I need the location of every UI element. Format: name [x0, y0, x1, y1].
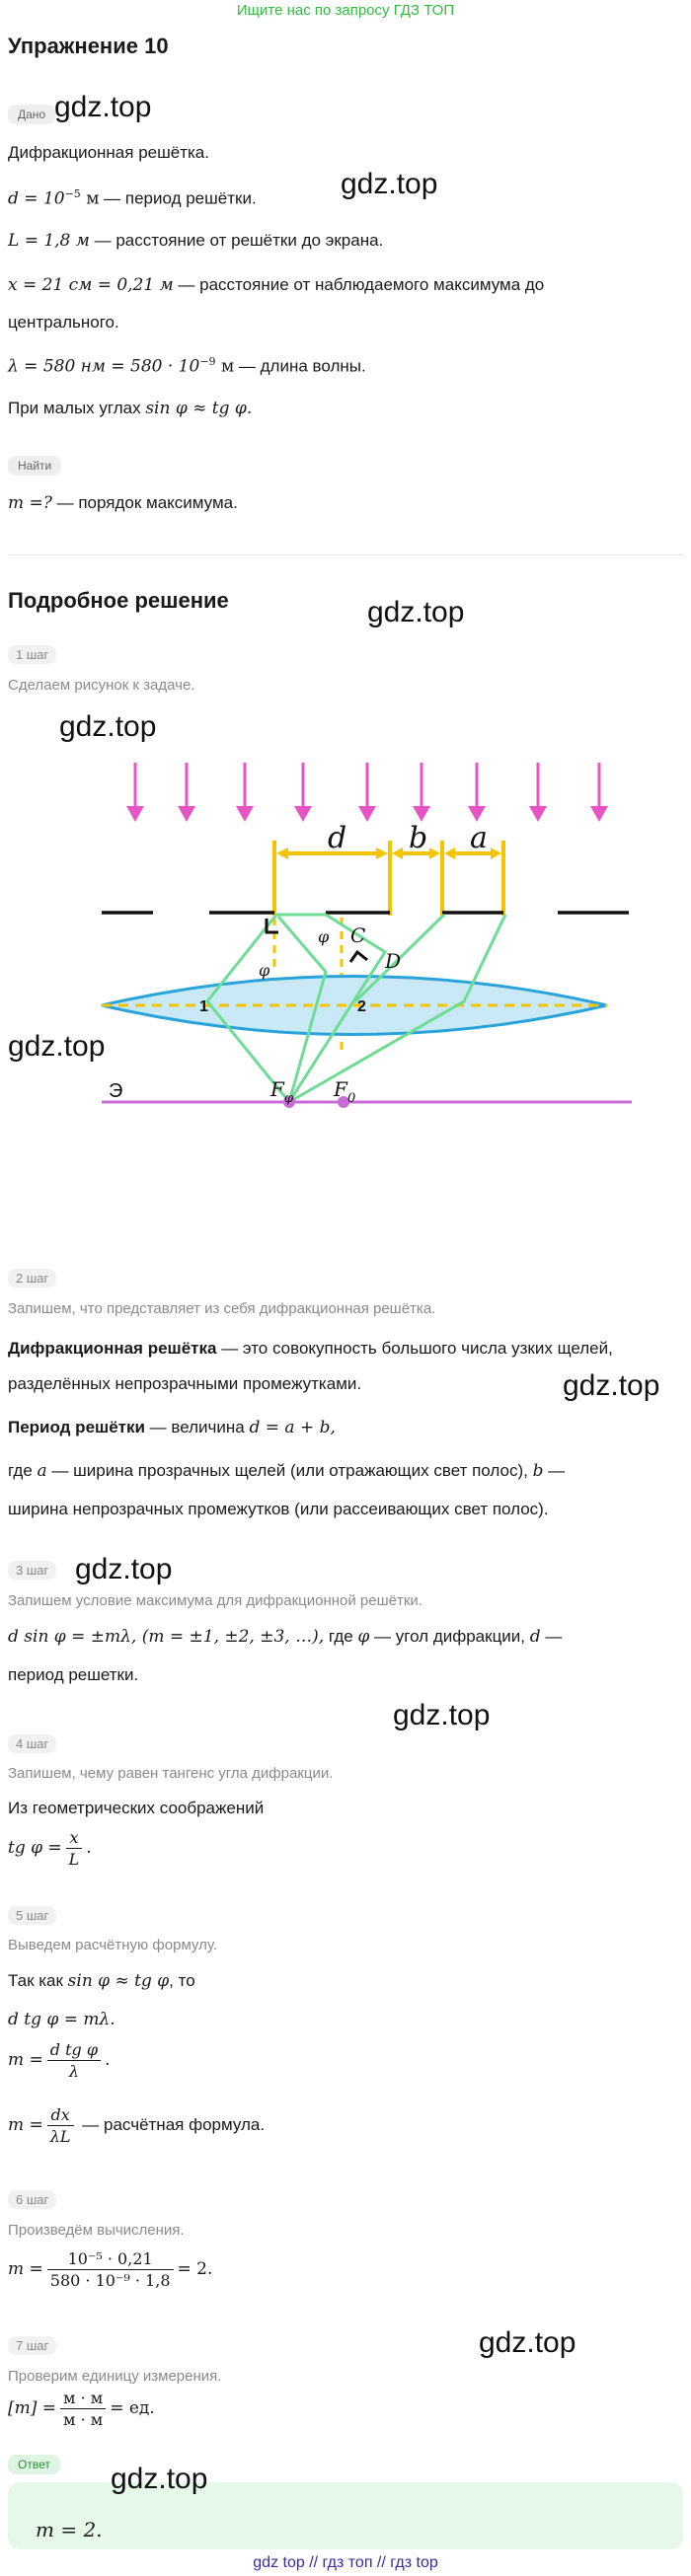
footer-links[interactable]: gdz top // гдз топ // гдз top	[253, 2554, 438, 2571]
arrow-head	[491, 847, 501, 859]
arrow-head	[376, 847, 388, 859]
find-m-text: — порядок максимума.	[51, 493, 238, 512]
step5-text: Выведем расчётную формулу.	[8, 1937, 218, 1953]
watermark: gdz.top	[393, 1699, 491, 1731]
given-intro: Дифракционная решётка.	[8, 143, 209, 162]
step2-def-line	[8, 1339, 613, 1359]
given-x-line2: центрального.	[8, 313, 119, 331]
step2-period-bold: Период решётки	[8, 1418, 145, 1436]
step1-text: Сделаем рисунок к задаче.	[8, 677, 195, 694]
watermark: gdz.top	[563, 1369, 660, 1402]
step5-eq1	[8, 2010, 115, 2029]
arrow-head	[276, 847, 288, 859]
label-E: Э	[109, 1080, 123, 1102]
step3-formula-line	[8, 1627, 562, 1647]
step1-tag: 1 шаг	[8, 645, 56, 664]
watermark: gdz.top	[8, 1030, 106, 1063]
step5-eq1-text: d tg φ = mλ.	[8, 2010, 115, 2029]
find-m-math: m =?	[8, 493, 52, 513]
step7-den: м · м	[63, 2410, 104, 2429]
label-F0-sub: 0	[347, 1091, 356, 1106]
step6-rhs: = 2.	[177, 2258, 213, 2279]
given-d-unit: м	[80, 188, 100, 209]
step3-where-m2: d	[529, 1627, 541, 1647]
step7-formula	[8, 2389, 155, 2429]
arrow-head	[236, 806, 254, 822]
label-F0-main: F	[334, 1077, 347, 1101]
answer-value: m = 2.	[36, 2518, 103, 2541]
given-lambda-math: λ = 580 нм = 580 · 10	[8, 356, 200, 377]
label-phi2: φ	[259, 961, 270, 980]
answer-tag: Ответ	[8, 2455, 60, 2474]
given-d-text: — период решётки.	[99, 188, 257, 208]
step2-period-text: — величина	[144, 1418, 250, 1436]
step4-end: .	[86, 1837, 92, 1858]
label-Fphi	[269, 1077, 285, 1101]
right-angle	[350, 952, 367, 962]
step2-period-line	[8, 1418, 336, 1437]
step4-tag: 4 шаг	[8, 1734, 56, 1753]
step7-num: м · м	[60, 2389, 106, 2409]
given-d-math: d = 10	[8, 188, 65, 209]
given-L-math: L = 1,8 м	[8, 231, 90, 251]
step5-since-b: , то	[169, 1971, 195, 1990]
step3-where-c: —	[540, 1627, 563, 1646]
step5-eq2-end: .	[105, 2049, 111, 2070]
step5-since-line	[8, 1971, 195, 1991]
label-Fphi-main: F	[270, 1077, 284, 1101]
step2-where-line	[8, 1461, 565, 1481]
step3-where-b: — угол дифракции,	[369, 1627, 530, 1646]
label-d: d	[328, 821, 347, 855]
arrow-head	[468, 806, 486, 822]
step7-text: Проверим единицу измерения.	[8, 2368, 222, 2385]
watermark: gdz.top	[59, 710, 157, 743]
given-lambda-exp: −9	[199, 355, 216, 368]
step2-period-math: d = a + b,	[249, 1418, 336, 1437]
label-b: b	[409, 821, 428, 855]
step6-den: 580 · 10⁻⁹ · 1,8	[49, 2271, 171, 2290]
step2-def-bold: Дифракционная решётка	[8, 1339, 217, 1358]
step2-text: Запишем, что представляет из себя дифракционная решётка.	[8, 1300, 436, 1317]
step6-formula	[8, 2249, 212, 2290]
step3-tag: 3 шаг	[8, 1561, 56, 1580]
step6-text: Произведём вычисления.	[8, 2222, 185, 2239]
label-a: a	[470, 821, 488, 855]
arrow-head	[392, 847, 403, 859]
step5-eq3	[8, 2105, 265, 2146]
arrow-head	[529, 806, 547, 822]
label-D: D	[385, 949, 402, 973]
arrow-head	[294, 806, 312, 822]
watermark: gdz.top	[479, 2326, 576, 2359]
step5-eq3-lhs: m =	[8, 2114, 43, 2135]
step5-since-a: Так как	[8, 1971, 68, 1990]
watermark: gdz.top	[111, 2463, 208, 2495]
given-x-math: x = 21 см = 0,21 м	[8, 275, 174, 295]
answer-box	[8, 2482, 683, 2549]
step5-eq3-num: dx	[47, 2105, 74, 2126]
step5-eq2-lhs: m =	[8, 2049, 43, 2070]
step5-eq2	[8, 2040, 110, 2081]
step2-where-a: где	[8, 1461, 38, 1480]
step4-lhs: tg φ =	[8, 1837, 62, 1858]
arrow-head	[444, 847, 455, 859]
label-phi: φ	[318, 927, 330, 946]
watermark: gdz.top	[367, 596, 465, 628]
find-tag: Найти	[8, 456, 61, 476]
step5-since-m: sin φ ≈ tg φ	[67, 1971, 170, 1991]
step6-tag: 6 шаг	[8, 2190, 56, 2209]
given-lambda-line	[8, 355, 366, 377]
step6-num: 10⁻⁵ · 0,21	[47, 2249, 174, 2270]
given-lambda-text: — длина волны.	[234, 356, 366, 376]
step7-tag: 7 шаг	[8, 2336, 56, 2355]
given-x-text: — расстояние от наблюдаемого максимума до	[173, 275, 545, 294]
step5-eq2-den: λ	[68, 2062, 79, 2081]
page-title: Упражнение 10	[8, 34, 169, 58]
step6-lhs: m =	[8, 2258, 43, 2279]
step4-formula	[8, 1828, 92, 1869]
label-1: 1	[199, 998, 208, 1015]
step2-where-m2: b	[532, 1461, 544, 1481]
step2-where-line2: ширина непрозрачных промежутков (или рассеивающих свет полос).	[8, 1500, 549, 1518]
step3-where-a: где	[324, 1627, 358, 1646]
given-L-text: — расстояние от решётки до экрана.	[89, 231, 384, 250]
find-line	[8, 493, 238, 513]
step5-tag: 5 шаг	[8, 1906, 56, 1925]
step2-def-line2: разделённых непрозрачными промежутками.	[8, 1374, 362, 1393]
step5-eq3-text: — расчётная формула.	[77, 2114, 266, 2134]
divider	[8, 554, 683, 555]
step4-line1: Из геометрических соображений	[8, 1799, 265, 1817]
arrow-head	[126, 806, 144, 822]
step3-where-m: φ	[357, 1627, 370, 1647]
step2-where-b: — ширина прозрачных щелей (или отражающих свет полос),	[46, 1461, 533, 1480]
step7-rhs: = ед.	[110, 2397, 155, 2418]
top-banner: Ищите нас по запросу ГДЗ ТОП	[236, 2, 455, 19]
step2-where-c: —	[543, 1461, 566, 1480]
small-angle-math: sin φ ≈ tg φ.	[145, 399, 253, 418]
step2-def-text: — это совокупность большого числа узких щелей,	[216, 1339, 613, 1358]
watermark: gdz.top	[54, 91, 152, 123]
arrow-head	[413, 806, 430, 822]
step4-text: Запишем, чему равен тангенс угла дифракции.	[8, 1765, 334, 1782]
step3-text: Запишем условие максимума для дифракционной решётки.	[8, 1592, 422, 1609]
step2-where-m: a	[37, 1461, 47, 1481]
given-lambda-unit: м	[215, 356, 235, 377]
step2-tag: 2 шаг	[8, 1269, 56, 1288]
given-x-line	[8, 275, 544, 295]
label-2: 2	[357, 998, 366, 1015]
step5-eq2-num: d tg φ	[47, 2040, 101, 2061]
arrow-head	[590, 806, 608, 822]
small-angle-text: При малых углах	[8, 399, 146, 417]
label-Fphi-sub: φ	[284, 1091, 294, 1106]
step7-lhs: [m] =	[8, 2397, 57, 2418]
incident-arrows	[126, 763, 608, 822]
arrow-head	[178, 806, 195, 822]
step4-num: x	[66, 1828, 83, 1849]
given-d-exp: −5	[64, 187, 81, 200]
step4-den: L	[68, 1850, 80, 1869]
watermark: gdz.top	[341, 168, 438, 200]
given-tag: Дано	[8, 105, 55, 124]
step3-formula: d sin φ = ±mλ, (m = ±1, ±2, ±3, …),	[8, 1627, 325, 1647]
given-small-angle	[8, 399, 252, 418]
arrow-head	[358, 806, 376, 822]
arrow-head	[429, 847, 440, 859]
given-d-line	[8, 187, 257, 209]
label-F0	[333, 1077, 348, 1101]
solution-title: Подробное решение	[8, 588, 229, 613]
watermark: gdz.top	[75, 1553, 173, 1585]
label-C: C	[350, 923, 366, 947]
step5-eq3-den: λL	[49, 2127, 71, 2146]
given-L-line	[8, 231, 383, 251]
step3-where-line2: период решетки.	[8, 1665, 139, 1684]
